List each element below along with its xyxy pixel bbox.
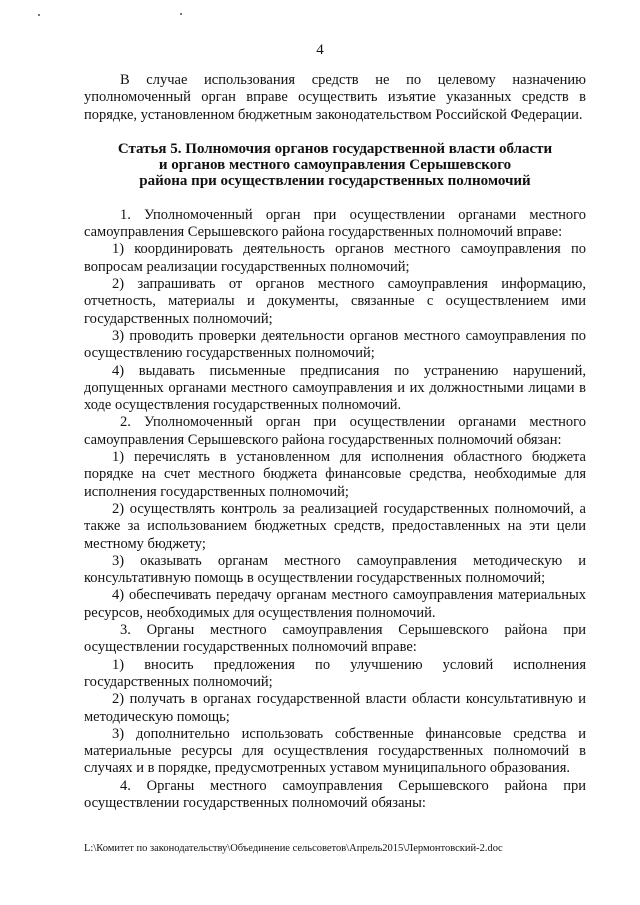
section-1-item-2: 2) запрашивать от органов местного самоуправления информацию, отчетность, материалы и документы, связанные с осуществлением ими государственных полномочий; bbox=[84, 276, 586, 327]
section-2-heading: 2. Уполномоченный орган при осуществлении органами местного самоуправления Серышевского района государственных полномочий обязан: bbox=[84, 414, 586, 448]
article-title-line: и органов местного самоуправления Серышевского bbox=[158, 156, 512, 173]
intro-paragraph: В случае использования средств не по целевому назначению уполномоченный орган вправе осуществить изъятие указанных средств в порядке, установленном бюджетным законодательством Российской Федерации. bbox=[84, 72, 586, 123]
page-number: 4 bbox=[316, 42, 324, 58]
section-1-item-4: 4) выдавать письменные предписания по устранению нарушений, допущенных органами местного самоуправления и их должностными лицами в ходе осуществления государственных полномочий. bbox=[84, 362, 586, 414]
section-2-item-2: 2) осуществлять контроль за реализацией государственных полномочий, а также за использованием бюджетных средств, предоставленных на эти цели местному бюджету; bbox=[84, 500, 586, 552]
section-4-heading: 4. Органы местного самоуправления Серышевского района при осуществлении государственных полномочий обязаны: bbox=[84, 777, 586, 811]
section-1-item-3: 3) проводить проверки деятельности органов местного самоуправления по осуществлению государственных полномочий; bbox=[84, 327, 586, 362]
article-title-line: района при осуществлении государственных полномочий bbox=[139, 172, 531, 189]
article-title-line: Статья 5. Полномочия органов государственной власти области bbox=[117, 140, 553, 157]
article-title bbox=[84, 141, 586, 189]
section-2-item-3: 3) оказывать органам местного самоуправления методическую и консультативную помощь в осуществлении государственных полномочий; bbox=[84, 552, 586, 587]
section-1-heading: 1. Уполномоченный орган при осуществлении органами местного самоуправления Серышевского района государственных полномочий вправе: bbox=[84, 206, 586, 241]
section-2-item-4: 4) обеспечивать передачу органам местного самоуправления материальных ресурсов, необходимых для осуществления полномочий. bbox=[84, 587, 586, 621]
document-body bbox=[84, 72, 586, 812]
section-2-item-1: 1) перечислять в установленном для исполнения областного бюджета порядке на счет местного бюджета финансовые средства, необходимые для исполнения государственных полномочий; bbox=[84, 449, 586, 500]
section-3-item-1: 1) вносить предложения по улучшению условий исполнения государственных полномочий; bbox=[84, 656, 586, 690]
file-path-footer: L:\Комитет по законодательству\Объединение сельсоветов\Апрель2015\Лермонтовский-2.doc bbox=[84, 843, 503, 854]
section-3-item-3: 3) дополнительно использовать собственные финансовые средства и материальные ресурсы для осуществления государственных полномочий в случаях и в порядке, предусмотренных уставом муниципального образования. bbox=[84, 725, 586, 777]
scan-speck bbox=[180, 13, 182, 15]
section-3-item-2: 2) получать в органах государственной власти области консультативную и методическую помощь; bbox=[84, 691, 586, 725]
scan-speck bbox=[38, 14, 40, 16]
section-1-item-1: 1) координировать деятельность органов местного самоуправления по вопросам реализации государственных полномочий; bbox=[84, 241, 586, 275]
section-3-heading: 3. Органы местного самоуправления Серышевского района при осуществлении государственных полномочий вправе: bbox=[84, 622, 586, 656]
